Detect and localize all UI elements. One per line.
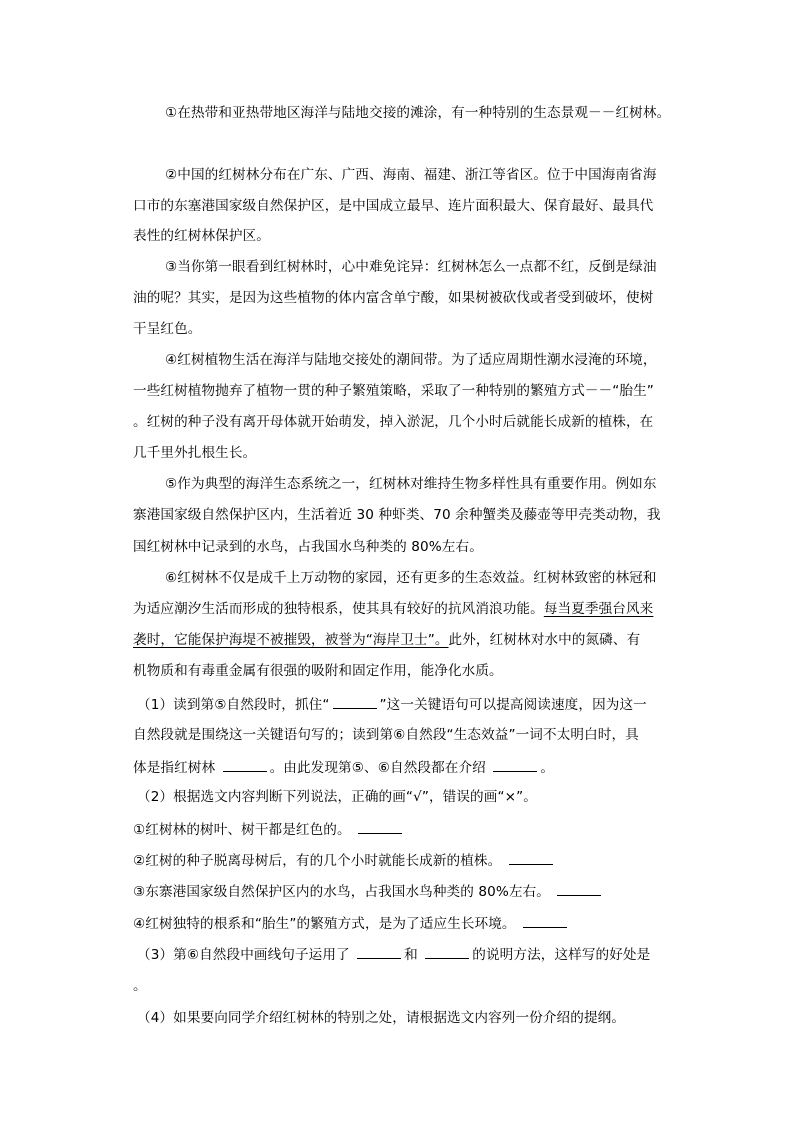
text-segment: （4）如果要向同学介绍红树林的特别之处，请根据选文内容列一份介绍的提纲。 (137, 1010, 626, 1026)
passage-line (133, 599, 653, 619)
passage-line (165, 257, 657, 277)
text-segment: 和 (404, 947, 423, 963)
text-segment: 。 (133, 978, 147, 994)
passage-line (133, 319, 201, 339)
text-segment: 油的呢？其实，是因为这些植物的体内富含单宁酸，如果树被砍伐或者受到破坏，使树 (133, 290, 654, 306)
text-segment: 此外，红树林对水中的氮磷、有 (448, 632, 641, 648)
text-segment: 口市的东塞港国家级自然保护区，是中国成立最早、连片面积最大、保育最好、最具代 (133, 198, 654, 214)
question-line (137, 787, 537, 807)
text-segment: 。由此发现第⑤、⑥自然段都在介绍 (269, 760, 491, 776)
passage-line (133, 661, 503, 681)
text-segment: ②红树的种子脱离母树后，有的几个小时就能长成新的植株。 (133, 853, 506, 869)
text-segment: （2）根据选文内容判断下列说法，正确的画“√”，错误的画“×”。 (137, 789, 537, 805)
passage-line (133, 630, 640, 650)
passage-line (165, 165, 657, 185)
text-segment: ⑤作为典型的海洋生态系统之一，红树林对维持生物多样性具有重要作用。例如东 (165, 476, 657, 492)
text-segment: ④红树植物生活在海洋与陆地交接处的潮间带。为了适应周期性潮水浸淹的环境， (165, 352, 657, 368)
text-segment: （3）第⑥自然段中画线句子运用了 (137, 947, 355, 963)
answer-blank[interactable] (509, 850, 553, 865)
answer-blank[interactable] (523, 913, 567, 928)
text-segment: ④红树独特的根系和“胎生”的繁殖方式，是为了适应生长环境。 (133, 916, 521, 932)
passage-line (133, 381, 654, 401)
passage-line (165, 103, 670, 123)
answer-blank[interactable] (357, 944, 401, 959)
question-line (137, 944, 650, 965)
text-segment: 。红树的种子没有离开母体就开始萌发，掉入淤泥，几个小时后就能长成新的植株，在 (133, 414, 654, 430)
text-segment: 国红树林中记录到的水鸟，占我国水鸟种类的 80%左右。 (133, 539, 483, 555)
answer-blank[interactable] (557, 881, 601, 896)
text-segment: ⑥红树林不仅是成千上万动物的家园，还有更多的生态效益。红树林致密的林冠和 (165, 570, 657, 586)
passage-line (133, 288, 653, 308)
passage-line (133, 537, 483, 557)
text-segment: ”这一关键语句可以提高阅读速度，因为这一 (379, 697, 647, 713)
text-segment: 表性的红树林保护区。 (133, 228, 270, 244)
answer-blank[interactable] (223, 757, 267, 772)
passage-line (133, 412, 653, 432)
question-line (133, 881, 604, 902)
text-segment: ①红树林的树叶、树干都是红色的。 (133, 822, 356, 838)
question-line (133, 913, 570, 934)
text-segment: 自然段就是围绕这一关键语句写的；读到第⑥自然段“生态效益”一词不太明白时，具 (133, 727, 639, 743)
text-segment: ③当你第一眼看到红树林时，心中难免诧异：红树林怎么一点都不红，反倒是绿油 (165, 259, 657, 275)
text-segment: ③东寨港国家级自然保护区内的水鸟，占我国水鸟种类的 80%左右。 (133, 884, 555, 900)
text-segment: 一些红树植物抛弃了植物一贯的种子繁殖策略，采取了一种特别的繁殖方式－－“胎生” (133, 383, 654, 399)
text-segment: 为适应潮汐生活而形成的独特根系，使其具有较好的抗风消浪功能。 (133, 601, 544, 617)
question-line (137, 1008, 625, 1028)
question-line (137, 694, 647, 715)
answer-blank[interactable] (493, 757, 537, 772)
answer-blank[interactable] (425, 944, 469, 959)
text-segment: 干呈红色。 (133, 321, 202, 337)
text-segment: 寨港国家级自然保护区内，生活着近 30 种虾类、70 余种蟹类及藤壶等甲壳类动物，我 (133, 507, 661, 523)
question-line (133, 850, 556, 871)
passage-line (133, 196, 653, 216)
passage-line (133, 443, 256, 463)
question-line (133, 819, 405, 840)
question-line (133, 725, 639, 745)
text-segment: （1）读到第⑤自然段时，抓住“ (137, 697, 330, 713)
underlined-sentence: 袭时，它能保护海堤不被摧毁，被誉为“海岸卫士”。 (133, 632, 449, 648)
answer-blank[interactable] (358, 819, 402, 834)
text-segment: 。 (540, 760, 555, 776)
text-segment: ①在热带和亚热带地区海洋与陆地交接的滩涂，有一种特别的生态景观－－红树林。 (165, 105, 671, 121)
text-segment: 体是指红树林 (133, 760, 220, 776)
passage-line (165, 568, 657, 588)
text-segment: 几千里外扎根生长。 (133, 445, 257, 461)
answer-blank[interactable] (333, 694, 377, 709)
passage-line (133, 226, 270, 246)
passage-line (165, 350, 657, 370)
passage-line (165, 474, 657, 494)
question-line (133, 757, 554, 778)
text-segment: 机物质和有毒重金属有很强的吸附和固定作用，能净化水质。 (133, 663, 503, 679)
underlined-sentence: 每当夏季强台风来 (543, 601, 654, 617)
passage-line (133, 505, 661, 525)
text-segment: ②中国的红树林分布在广东、广西、海南、福建、浙江等省区。位于中国海南省海 (165, 167, 657, 183)
question-line (133, 976, 147, 996)
text-segment: 的说明方法，这样写的好处是 (472, 947, 651, 963)
